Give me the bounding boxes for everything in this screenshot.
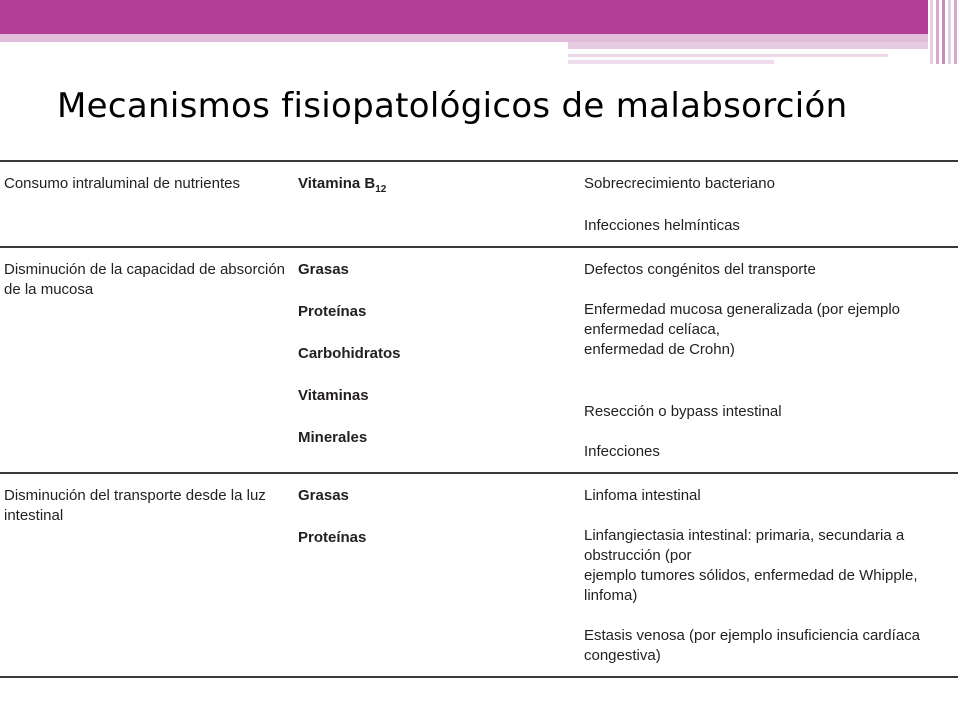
nutrient-subscript: 12 [375, 184, 387, 195]
mechanism-cell [0, 161, 298, 247]
cause-text: Sobrecrecimiento bacteriano [584, 175, 775, 192]
nutrient-cell [298, 161, 584, 247]
malabsorption-table-container [0, 160, 958, 678]
table-row [0, 473, 958, 677]
header-bar-light [568, 42, 928, 49]
table-body [0, 161, 958, 677]
cause-text: Enfermedad mucosa generalizada (por ejemplo enfermedad celíaca, [584, 301, 901, 338]
cause-cell [584, 247, 958, 473]
cause-cell [584, 161, 958, 247]
nutrient-cell [298, 473, 584, 677]
cause-item [584, 216, 958, 236]
header-stripe [930, 0, 933, 64]
cause-text: Infecciones [584, 443, 660, 460]
nutrient-text [298, 260, 584, 280]
header-decoration [0, 0, 960, 64]
cause-cell [584, 473, 958, 677]
cause-text: Estasis venosa (por ejemplo insuficiencia cardíaca congestiva) [584, 627, 920, 664]
nutrient-text [298, 428, 584, 448]
nutrient-label: Minerales [298, 429, 368, 446]
cause-text: Defectos congénitos del transporte [584, 261, 816, 278]
nutrient-text [298, 528, 584, 548]
header-stripe [936, 0, 939, 64]
slide-title: Mecanismos fisiopatológicos de malabsorción [57, 86, 848, 126]
table-row [0, 161, 958, 247]
nutrient-text [298, 486, 584, 506]
cause-item [584, 402, 958, 422]
table-row [0, 247, 958, 473]
nutrient-label: Carbohidratos [298, 345, 401, 362]
header-stripe [948, 0, 951, 64]
cause-item [584, 442, 958, 462]
header-bar-light [568, 54, 888, 57]
header-bar-light [568, 60, 774, 64]
cause-item [584, 260, 958, 280]
nutrient-cell [298, 247, 584, 473]
mechanism-text: Disminución del transporte desde la luz intestinal [4, 487, 266, 524]
header-bar-light [0, 34, 928, 42]
cause-text: Infecciones helmínticas [584, 217, 740, 234]
nutrient-text [298, 302, 584, 322]
cause-text: Resección o bypass intestinal [584, 403, 782, 420]
cause-item [584, 300, 958, 360]
cause-text: Linfangiectasia intestinal: primaria, secundaria a obstrucción (por [584, 527, 905, 564]
mechanism-cell [0, 247, 298, 473]
cause-item [584, 486, 958, 506]
cause-text: enfermedad de Crohn) [584, 341, 735, 358]
nutrient-text [298, 174, 584, 200]
cause-item [584, 626, 958, 666]
mechanism-text: Disminución de la capacidad de absorción [4, 261, 286, 278]
cause-text: ejemplo tumores sólidos, enfermedad de Whipple, linfoma) [584, 567, 918, 604]
cause-item [584, 526, 958, 606]
malabsorption-table [0, 160, 958, 678]
nutrient-label: Vitamina B [298, 175, 376, 192]
header-stripe [954, 0, 957, 64]
mechanism-cell [0, 473, 298, 677]
nutrient-label: Proteínas [298, 529, 367, 546]
nutrient-label: Grasas [298, 261, 349, 278]
nutrient-text [298, 344, 584, 364]
mechanism-text: de la mucosa [4, 281, 94, 298]
cause-item [584, 174, 958, 194]
mechanism-text: Consumo intraluminal de nutrientes [4, 175, 240, 192]
nutrient-text [298, 386, 584, 406]
header-stripe [942, 0, 945, 64]
header-bar [0, 0, 928, 34]
nutrient-label: Vitaminas [298, 387, 369, 404]
nutrient-label: Proteínas [298, 303, 367, 320]
nutrient-label: Grasas [298, 487, 349, 504]
cause-text: Linfoma intestinal [584, 487, 701, 504]
